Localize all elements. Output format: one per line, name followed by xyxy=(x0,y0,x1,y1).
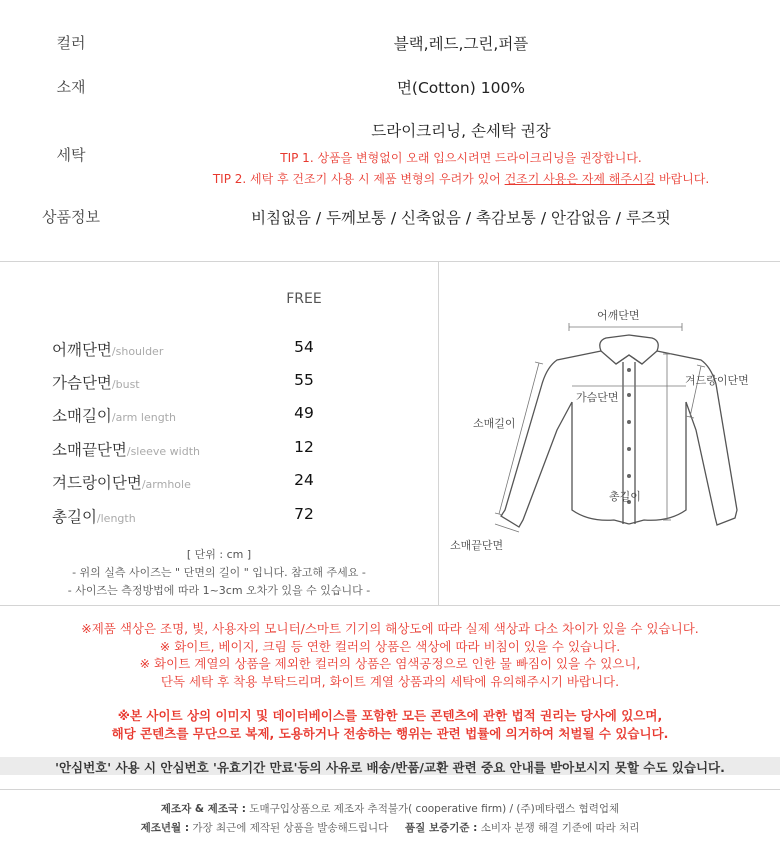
diagram-label-sleeve: 소매길이 xyxy=(473,417,516,430)
size-note-1: - 위의 실측 사이즈는 " 단면의 길이 " 입니다. 참고해 주세요 - xyxy=(72,566,366,579)
color-value: 블랙,레드,그린,퍼플 xyxy=(393,35,529,53)
size-value-sleeve-width: 12 xyxy=(294,438,314,456)
size-value-length: 72 xyxy=(294,505,314,523)
size-value-shoulder: 54 xyxy=(294,338,314,356)
notice-see-through: ※ 화이트, 베이지, 크림 등 연한 컬러의 상품은 색상에 따라 비침이 있을 수 있습니다. xyxy=(159,639,621,654)
size-row-sleeve-width: 소매끝단면/sleeve width xyxy=(52,441,200,459)
section-divider-middle xyxy=(0,605,780,606)
product-info-label: 상품정보 xyxy=(42,208,100,226)
material-label: 소재 xyxy=(56,78,86,96)
size-value-bust: 55 xyxy=(294,371,314,389)
diagram-label-shoulder: 어깨단면 xyxy=(597,309,640,322)
size-row-armhole: 겨드랑이단면/armhole xyxy=(52,474,191,492)
diagram-label-armhole: 겨드랑이단면 xyxy=(685,374,749,387)
wash-value: 드라이크리닝, 손세탁 권장 xyxy=(371,122,551,140)
notice-dye: ※ 화이트 계열의 상품을 제외한 컬러의 상품은 염색공정으로 인한 물 빠짐이 있을 수 있으니, xyxy=(139,656,641,671)
section-divider-bottom xyxy=(0,789,780,790)
notice-color: ※제품 색상은 조명, 빛, 사용자의 모니터/스마트 기기의 해상도에 따라 실제 색상과 다소 차이가 있을 수 있습니다. xyxy=(81,621,699,636)
wash-label: 세탁 xyxy=(56,146,86,164)
size-header-free: FREE xyxy=(286,291,322,307)
product-info-value: 비침없음 / 두께보통 / 신축없음 / 촉감보통 / 안감없음 / 루즈핏 xyxy=(251,209,671,227)
footer-date-warranty: 제조년월 : 가장 최근에 제작된 상품을 발송해드립니다 품질 보증기준 : 소비자 분쟁 해결 기준에 따라 처리 xyxy=(140,822,640,834)
size-row-length: 총길이/length xyxy=(52,508,136,526)
safety-number-notice: '안심번호' 사용 시 안심번호 '유효기간 만료'등의 사유로 배송/반품/교환 관련 중요 안내를 받아보시지 못할 수도 있습니다. xyxy=(55,760,725,775)
size-row-shoulder: 어깨단면/shoulder xyxy=(52,341,164,359)
diagram-label-length: 총길이 xyxy=(609,490,641,503)
diagram-label-bust: 가슴단면 xyxy=(576,391,619,404)
diagram-label-cuff: 소매끝단면 xyxy=(450,539,504,552)
size-row-arm-length: 소매길이/arm length xyxy=(52,407,176,425)
size-value-armhole: 24 xyxy=(294,471,314,489)
legal-notice-2: 해당 콘텐츠를 무단으로 복제, 도용하거나 전송하는 행위는 관련 법률에 의거하여 처벌될 수 있습니다. xyxy=(111,726,669,741)
size-note-2: - 사이즈는 측정방법에 따라 1~3cm 오차가 있을 수 있습니다 - xyxy=(67,584,371,597)
notice-wash: 단독 세탁 후 착용 부탁드리며, 화이트 계열 상품과의 세탁에 유의해주시기 바랍니다. xyxy=(160,674,620,689)
legal-notice-1: ※본 사이트 상의 이미지 및 데이터베이스를 포함한 모든 콘텐츠에 관한 법적 권리는 당사에 있으며, xyxy=(117,708,663,723)
color-label: 컬러 xyxy=(56,34,86,52)
size-value-arm-length: 49 xyxy=(294,404,314,422)
wash-tip-1: TIP 1. 상품을 변형없이 오래 입으시려면 드라이크리닝을 권장합니다. xyxy=(280,151,642,165)
unit-note: [ 단위 : cm ] xyxy=(186,548,252,561)
shirt-buttons xyxy=(627,368,631,504)
footer-maker: 제조자 & 제조국 : 도매구입상품으로 제조자 추적불가( cooperative firm) / (주)메타랩스 협력업체 xyxy=(160,803,620,815)
material-value: 면(Cotton) 100% xyxy=(396,79,526,97)
size-row-bust: 가슴단면/bust xyxy=(52,374,140,392)
wash-tip-2: TIP 2. 세탁 후 건조기 사용 시 제품 변형의 우려가 있어 건조기 사용은 자제 해주시길 바랍니다. xyxy=(212,172,710,186)
